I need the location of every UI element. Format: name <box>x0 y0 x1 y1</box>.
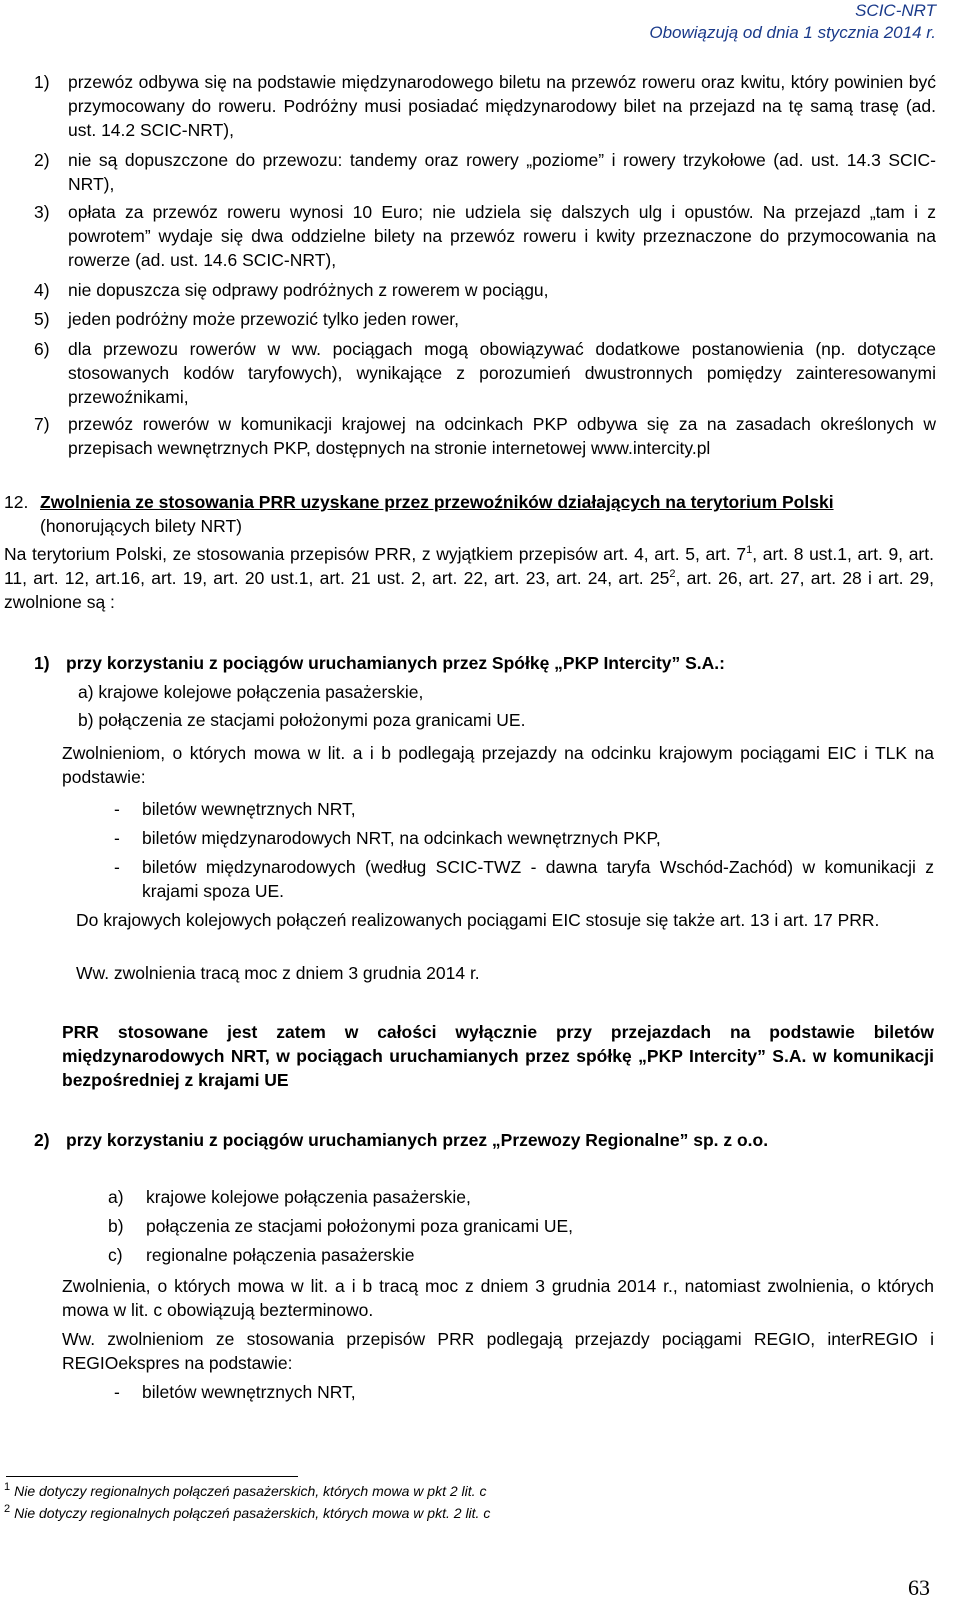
section-12-intro <box>4 542 934 614</box>
list-item <box>34 200 936 272</box>
footnote-text: Nie dotyczy regionalnych połączeń pasażerskich, których mowa w pkt. 2 lit. c <box>14 1505 491 1521</box>
subsection-1-heading <box>34 651 934 675</box>
list-text: przewóz rowerów w komunikacji krajowej na odcinkach PKP odbywa się za na zasadach określonych w przepisach wewnętrznych PKP, dostępnych na stronie internetowej www.intercity.pl <box>68 414 936 458</box>
list-item <box>34 278 936 302</box>
list-number: 1) <box>34 72 50 92</box>
list-number: 4) <box>34 280 50 300</box>
item-letter: b) <box>108 1216 124 1236</box>
dash-item <box>114 826 934 850</box>
header-doc-name: SCIC-NRT <box>855 1 936 20</box>
subsection-title: przy korzystaniu z pociągów uruchamianych przez „Przewozy Regionalne” sp. z o.o. <box>66 1130 769 1150</box>
dash-bullet: - <box>114 1382 120 1402</box>
list-number: 6) <box>34 339 50 359</box>
footnote-divider <box>6 1476 298 1477</box>
dash-text: biletów wewnętrznych NRT, <box>142 799 356 819</box>
subsection-number: 1) <box>34 653 50 673</box>
dash-text: biletów międzynarodowych NRT, na odcinkach wewnętrznych PKP, <box>142 828 661 848</box>
subsection-number: 2) <box>34 1130 50 1150</box>
footnote-ref: 2 <box>669 568 676 581</box>
section-title-note: (honorujących bilety NRT) <box>40 516 242 536</box>
list-text: nie są dopuszczone do przewozu: tandemy oraz rowery „poziome” i rowery trzykołowe (ad. ust. 14.3 SCIC-NRT), <box>68 150 936 194</box>
dash-bullet: - <box>114 828 120 848</box>
subsection-1-para1: Zwolnieniom, o których mowa w lit. a i b podlegają przejazdy na odcinku krajowym pociągami EIC i TLK na podstawie: <box>62 743 934 787</box>
subsection-1-item-b: b) połączenia ze stacjami położonymi poza granicami UE. <box>78 710 526 730</box>
item-letter: c) <box>108 1245 123 1265</box>
list-item <box>34 307 936 331</box>
list-item <box>34 337 936 409</box>
list-text: opłata za przewóz roweru wynosi 10 Euro; nie udziela się dalszych ulg i opustów. Na przejazd „tam i z powrotem” wydaje się dwa oddzielne bilety na przewóz roweru i kwity przeznaczone do przymocowania na rowerze (ad. ust. 14.6 SCIC-NRT), <box>68 202 936 270</box>
list-text: dla przewozu rowerów w ww. pociągach mogą obowiązywać dodatkowe postanowienia (np. dotyczące stosowanych kodów taryfowych), wynikające z porozumień dwustronnych pomiędzy zainteresowanymi przewoźnikami, <box>68 339 936 407</box>
list-number: 3) <box>34 202 50 222</box>
dash-item <box>114 797 934 821</box>
page-header <box>649 0 936 44</box>
footnote-1 <box>4 1482 486 1500</box>
list-number: 5) <box>34 309 50 329</box>
subsection-2-para2: Ww. zwolnieniom ze stosowania przepisów PRR podlegają przejazdy pociągami REGIO, interREGIO i REGIOekspres na podstawie: <box>62 1329 934 1373</box>
subsection-1-para2: Do krajowych kolejowych połączeń realizowanych pociągami EIC stosuje się także art. 13 i art. 17 PRR. <box>76 910 880 930</box>
item-text: połączenia ze stacjami położonymi poza granicami UE, <box>146 1216 574 1236</box>
item-letter: a) <box>108 1187 124 1207</box>
page-number: 63 <box>908 1575 930 1600</box>
section-title: Zwolnienia ze stosowania PRR uzyskane przez przewoźników działających na terytorium Polski <box>40 492 834 512</box>
section-12-heading <box>4 490 934 538</box>
dash-text: biletów międzynarodowych (według SCIC-TWZ - dawna taryfa Wschód-Zachód) w komunikacji z krajami spoza UE. <box>142 857 934 901</box>
intro-text: , art. 26, art. 27, art. 28 i art. 29, zwolnione są : <box>4 568 935 612</box>
header-validity: Obowiązują od dnia 1 stycznia 2014 r. <box>649 23 936 42</box>
list-number: 7) <box>34 414 50 434</box>
list-item <box>34 148 936 196</box>
subsection-2-item-c <box>108 1243 415 1267</box>
subsection-2-heading <box>34 1128 934 1152</box>
prr-note: PRR stosowane jest zatem w całości wyłącznie przy przejazdach na podstawie biletów międzynarodowych NRT, w pociągach uruchamianych przez spółkę „PKP Intercity” S.A. w komunikacji bezpośredniej z krajami UE <box>62 1022 934 1090</box>
footnote-text: Nie dotyczy regionalnych połączeń pasażerskich, których mowa w pkt 2 lit. c <box>14 1483 487 1499</box>
footnote-number: 2 <box>4 1503 11 1516</box>
subsection-2-para1: Zwolnienia, o których mowa w lit. a i b tracą moc z dniem 3 grudnia 2014 r., natomiast zwolnienia, o których mowa w lit. c obowiązują bezterminowo. <box>62 1276 934 1320</box>
list-number: 2) <box>34 150 50 170</box>
footnote-2 <box>4 1504 490 1522</box>
dash-bullet: - <box>114 857 120 877</box>
subsection-title: przy korzystaniu z pociągów uruchamianych przez Spółkę „PKP Intercity” S.A.: <box>66 653 726 673</box>
list-text: nie dopuszcza się odprawy podróżnych z rowerem w pociągu, <box>68 280 549 300</box>
dash-item <box>114 1380 934 1404</box>
dash-item <box>114 855 934 903</box>
dash-text: biletów wewnętrznych NRT, <box>142 1382 356 1402</box>
intro-text: , art. 8 ust.1, art. 9, art. 11, art. 12, art.16, art. 19, art. 20 ust.1, art. 21 ust. 2, art. 22, art. 23, art. 24, art. 25 <box>4 544 934 588</box>
subsection-2-item-b <box>108 1214 573 1238</box>
list-text: przewóz odbywa się na podstawie międzynarodowego biletu na przewóz roweru oraz kwitu, który powinien być przymocowany do roweru. Podróżny musi posiadać międzynarodowy bilet na przejazd na tę samą trasę (ad. ust. 14.2 SCIC-NRT), <box>68 72 936 140</box>
section-number: 12. <box>4 492 29 512</box>
subsection-2-item-a <box>108 1185 471 1209</box>
list-item <box>34 70 936 142</box>
footnote-ref: 1 <box>746 544 753 557</box>
list-item <box>34 412 936 460</box>
list-text: jeden podróżny może przewozić tylko jeden rower, <box>68 309 460 329</box>
dash-bullet: - <box>114 799 120 819</box>
intro-text: Na terytorium Polski, ze stosowania przepisów PRR, z wyjątkiem przepisów art. 4, art. 5, art. 7 <box>4 544 747 564</box>
footnote-number: 1 <box>4 1481 11 1494</box>
subsection-1-item-a: a) krajowe kolejowe połączenia pasażerskie, <box>78 682 424 702</box>
item-text: krajowe kolejowe połączenia pasażerskie, <box>146 1187 471 1207</box>
item-text: regionalne połączenia pasażerskie <box>146 1245 415 1265</box>
subsection-1-para3: Ww. zwolnienia tracą moc z dniem 3 grudnia 2014 r. <box>76 963 480 983</box>
